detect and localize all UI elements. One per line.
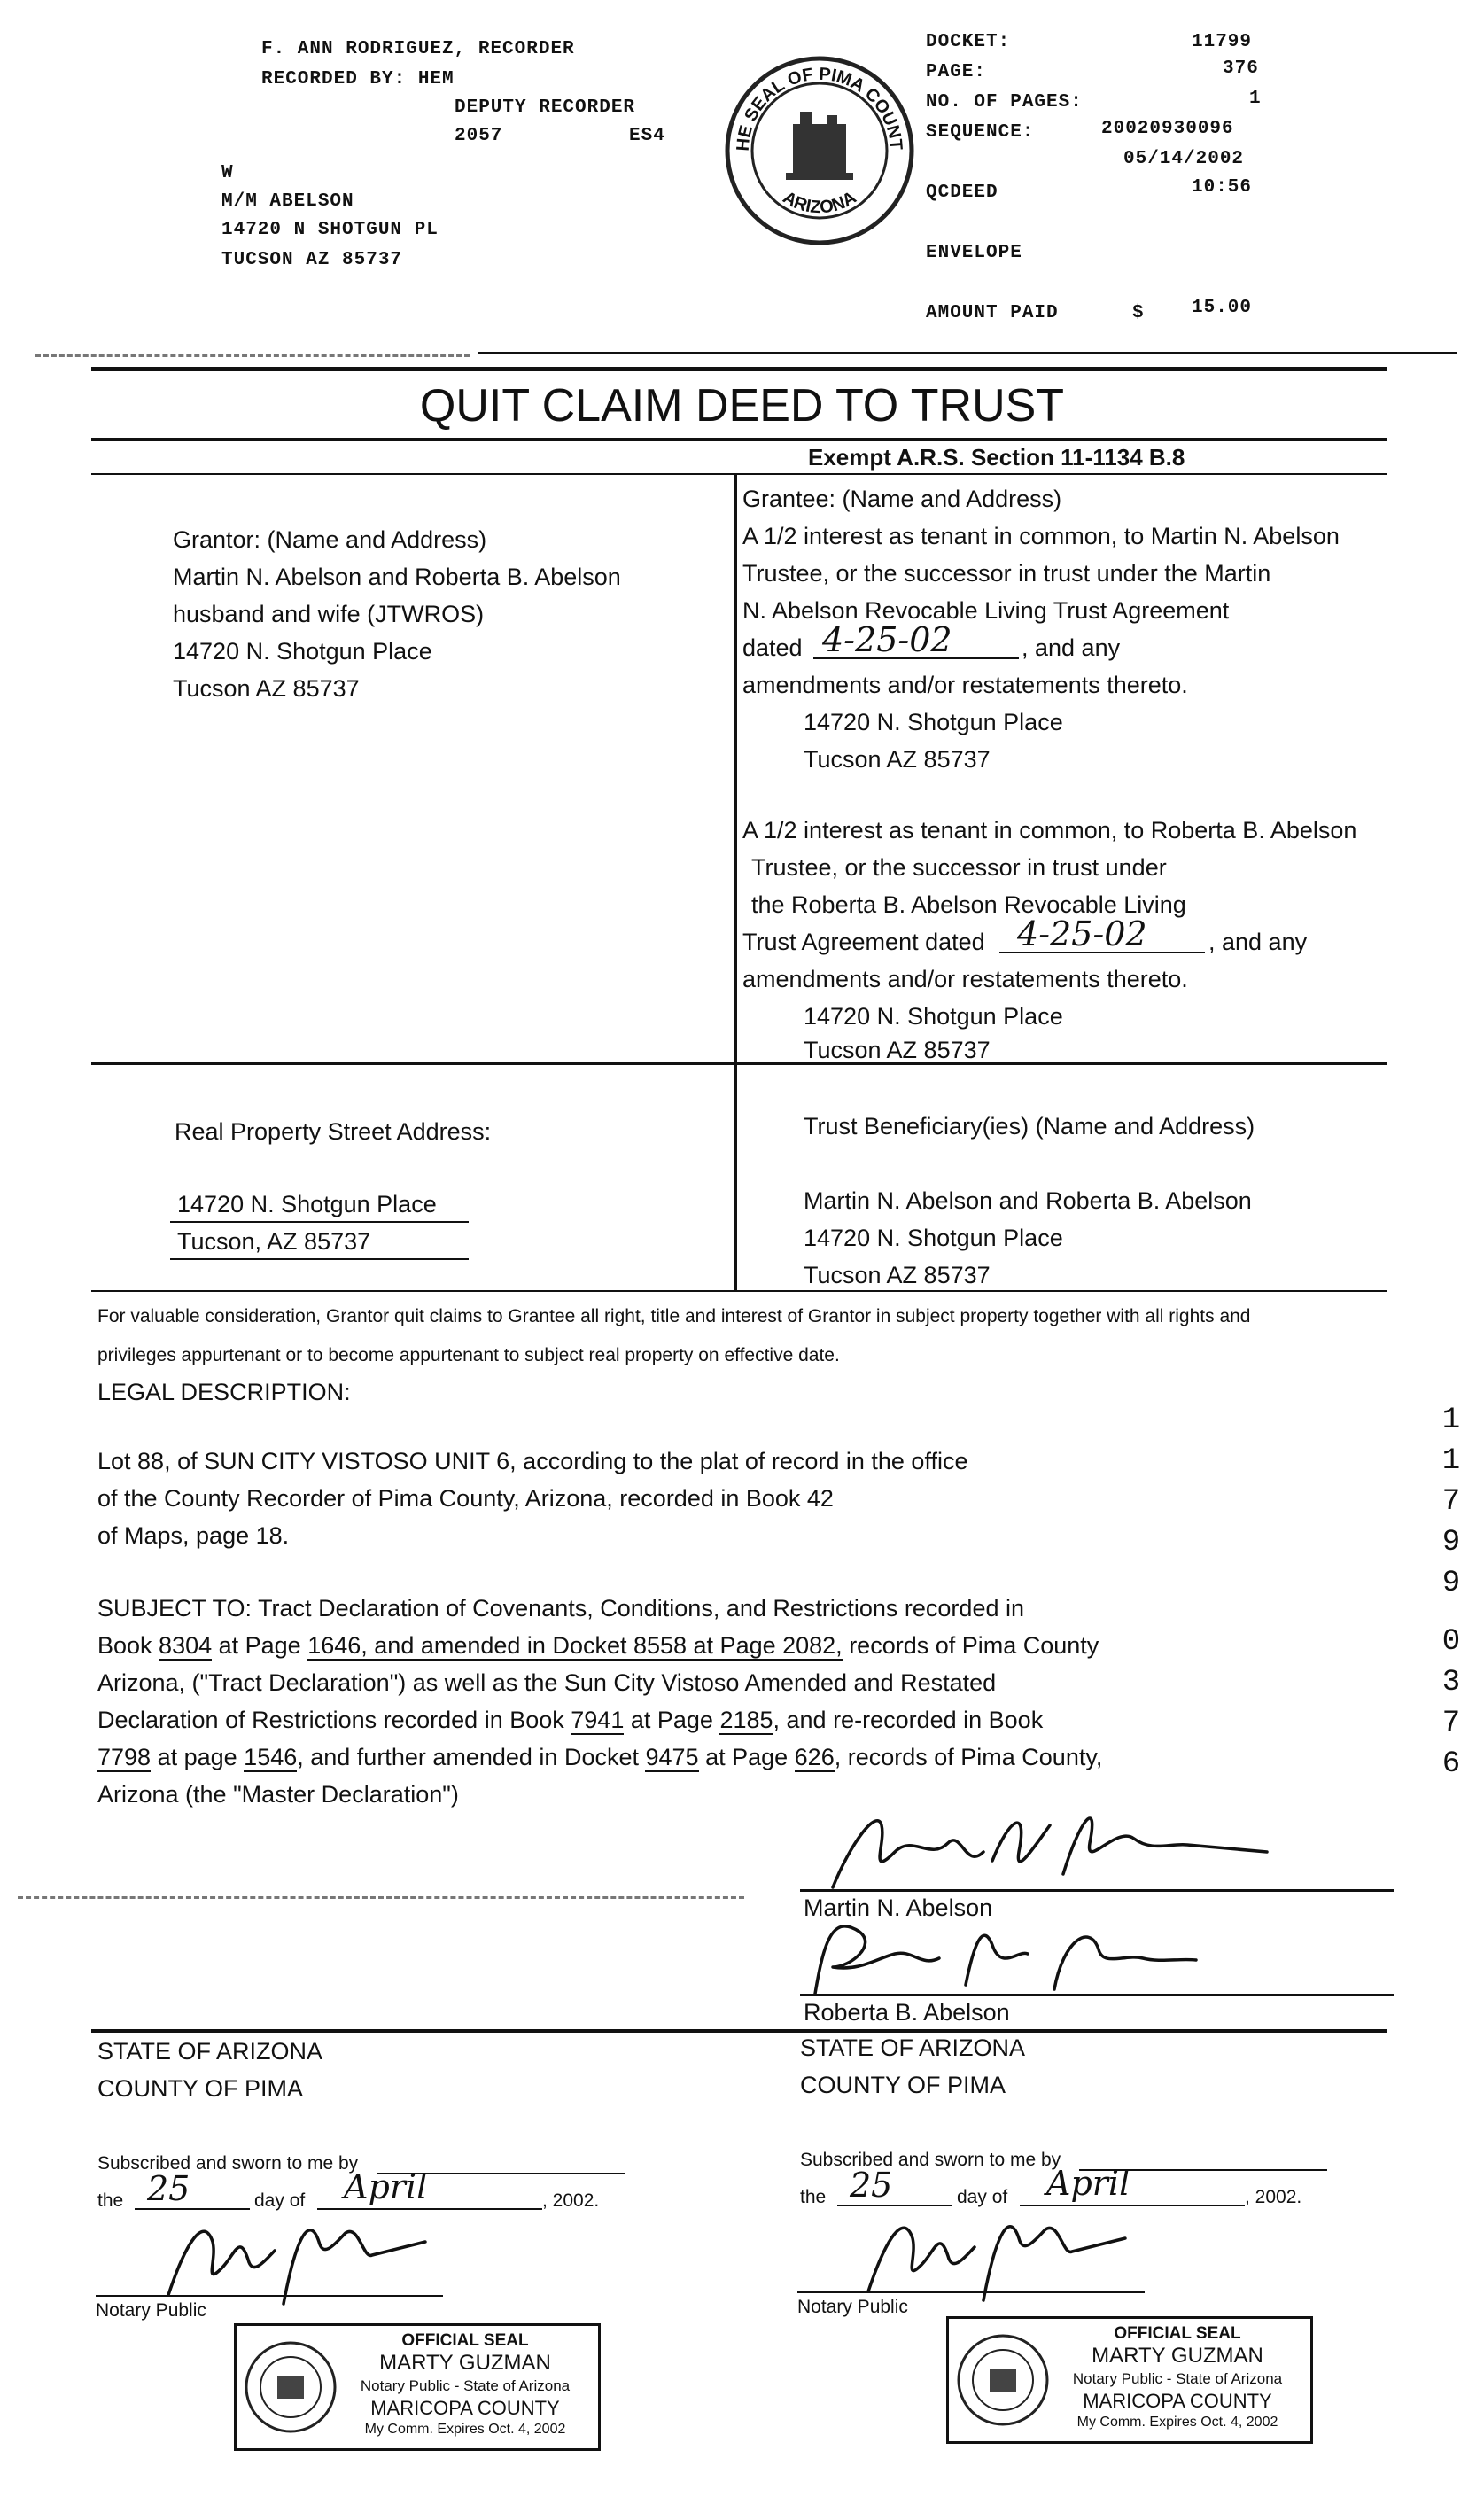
seal-text-bottom: ARIZONA [779,187,860,218]
notary-left-day-blank [135,2169,250,2210]
subject-page-1546: 1546 [244,1744,298,1770]
grantee-p1-city: Tucson AZ 85737 [804,746,991,773]
envelope-label: ENVELOPE [926,243,1022,263]
side-stamp-digit: 7 [1441,1485,1461,1519]
notary-right-county: COUNTY OF PIMA [800,2072,1006,2098]
side-stamp [1433,1400,1469,1785]
subject-book-8304: 8304 [159,1632,213,1659]
grantee-p2-after: , and any [1208,929,1308,955]
recorder-code-left: 2057 [455,126,503,146]
title-bottom-rule [91,438,1387,441]
subject-docket-9475: 9475 [645,1744,699,1770]
side-stamp-digit: 1 [1441,1404,1461,1437]
record-date: 05/14/2002 [1123,149,1245,169]
signature-roberta [797,1905,1205,2003]
type-label: QCDEED [926,183,998,203]
pages-value: 1 [1249,89,1262,109]
notary-left-month-blank [317,2167,542,2210]
grantee-p1-street: 14720 N. Shotgun Place [804,709,1063,735]
cut-line [35,354,470,357]
county-seal [722,53,917,253]
header-rule [478,352,1457,354]
beneficiary-street: 14720 N. Shotgun Place [804,1225,1063,1251]
docket-value: 11799 [1192,32,1253,52]
w-mark: W [221,163,234,183]
grantee-p1-date-blank [813,620,1019,659]
notary-left-seal-icon [242,2338,339,2436]
consideration-line2: privileges appurtenant or to become appurtenant to subject real property on effective date. [97,1345,840,1365]
subject-line6: Arizona (the "Master Declaration") [97,1781,459,1808]
property-city-underline [170,1258,469,1260]
side-stamp-digit: 9 [1441,1567,1461,1600]
notary-right-seal [946,2316,1313,2444]
beneficiary-heading: Trust Beneficiary(ies) (Name and Address) [804,1113,1255,1140]
notary-top-rule [91,2029,1387,2033]
county-seal-icon [722,53,917,248]
notary-right-sworn: Subscribed and sworn to me by [800,2150,1061,2170]
notary-right-sign-line [797,2291,1145,2293]
notary-left-day-hand: 25 [147,2169,190,2208]
grantor-heading: Grantor: (Name and Address) [173,526,487,553]
notary-right-day-hand: 25 [850,2166,893,2205]
grantee-p1-line3: N. Abelson Revocable Living Trust Agreement [742,597,1230,624]
grantor-street: 14720 N. Shotgun Place [173,638,432,665]
subject-line5 [97,1744,1102,1771]
property-heading: Real Property Street Address: [175,1118,492,1145]
property-street: 14720 N. Shotgun Place [177,1191,437,1217]
signature-martin [797,1790,1294,1905]
table-bottom-rule [91,1290,1387,1292]
property-street-underline [170,1221,469,1223]
amount-value: 15.00 [1192,298,1253,318]
deputy-recorder: DEPUTY RECORDER [455,97,636,118]
subject-book-7941: 7941 [571,1707,625,1733]
table-top-rule [91,473,1387,475]
subject-book-7798: 7798 [97,1744,152,1770]
seal-text-top: HE SEAL OF PIMA COUNT [733,64,906,152]
side-stamp-digit: 3 [1441,1666,1461,1700]
return-name: M/M ABELSON [221,191,354,212]
notary-right-seal-exp: My Comm. Expires Oct. 4, 2002 [1076,2415,1278,2430]
amount-label: AMOUNT PAID [926,303,1059,323]
side-stamp-digit: 0 [1441,1625,1461,1659]
sequence-label: SEQUENCE: [926,122,1035,143]
signer1-name: Martin N. Abelson [804,1894,993,1921]
side-stamp-digit: 1 [1441,1444,1461,1478]
notary-right-label: Notary Public [797,2297,908,2317]
legal-line2: of the County Recorder of Pima County, Arizona, recorded in Book 42 [97,1485,834,1512]
notary-left-seal-exp: My Comm. Expires Oct. 4, 2002 [364,2422,566,2437]
subject-line5-c: at Page [698,1744,795,1770]
notary-left-seal-name: MARTY GUZMAN [379,2351,551,2375]
signature-line-2 [800,1994,1394,1996]
subject-line4 [97,1707,1043,1734]
notary-right-seal-icon [954,2331,1052,2429]
grantee-p1-dated: dated [742,634,803,661]
grantee-p2-date-blank [999,914,1205,953]
subject-line5-b: , and further amended in Docket [297,1744,646,1770]
grantee-p1-line5: amendments and/or restatements thereto. [742,672,1188,698]
subject-line5-a: at page [151,1744,245,1770]
grantor-relation: husband and wife (JTWROS) [173,601,485,627]
beneficiary-city: Tucson AZ 85737 [804,1262,991,1288]
subject-line1: SUBJECT TO: Tract Declaration of Covenants, Conditions, and Restrictions recorded in [97,1595,1024,1622]
notary-left-county: COUNTY OF PIMA [97,2075,304,2102]
notary-right-seal-line1: Notary Public - State of Arizona [1072,2370,1283,2387]
side-stamp-digit: 6 [1441,1747,1461,1781]
docket-label: DOCKET: [926,32,1011,52]
grantee-p2-line4: Trust Agreement dated [742,929,985,955]
notary-left-label: Notary Public [96,2300,206,2321]
notary-left-seal-line1: Notary Public - State of Arizona [360,2377,571,2394]
subject-page-626: 626 [794,1744,835,1770]
grantee-heading: Grantee: (Name and Address) [742,486,1062,512]
notary-left-state: STATE OF ARIZONA [97,2038,323,2065]
side-stamp-digit: 9 [1441,1526,1461,1560]
notary-right-seal-title: OFFICIAL SEAL [1114,2324,1241,2343]
legal-line1: Lot 88, of SUN CITY VISTOSO UNIT 6, according to the plat of record in the office [97,1448,968,1474]
notary-right-month-hand: April [1046,2164,1130,2203]
amount-currency: $ [1132,303,1145,323]
pages-label: NO. OF PAGES: [926,92,1083,113]
notary-right-month-blank [1020,2164,1245,2206]
notary-left-sworn: Subscribed and sworn to me by [97,2153,359,2174]
subject-page-2185: 2185 [719,1707,773,1733]
subject-line3: Arizona, ("Tract Declaration") as well as the Sun City Vistoso Amended and Restated [97,1669,997,1696]
subject-line2 [97,1632,1099,1660]
beneficiary-names: Martin N. Abelson and Roberta B. Abelson [804,1187,1252,1214]
notary-left-seal-title: OFFICIAL SEAL [401,2331,529,2350]
subject-line4-a: Declaration of Restrictions recorded in Book [97,1707,571,1733]
recorded-by: RECORDED BY: HEM [261,69,455,89]
notary-right-state: STATE OF ARIZONA [800,2034,1026,2061]
record-time: 10:56 [1192,177,1253,198]
exempt-line: Exempt A.R.S. Section 11-1134 B.8 [808,444,1185,471]
subject-line2-a: Book [97,1632,159,1659]
page-value: 376 [1223,58,1259,79]
consideration-line1: For valuable consideration, Grantor quit claims to Grantee all right, title and interest of Grantor in subject property together with all rights and [97,1306,1251,1326]
return-city: TUCSON AZ 85737 [221,250,403,270]
side-stamp-digit: 7 [1441,1707,1461,1740]
notary-left-seal-county: MARICOPA COUNTY [370,2397,560,2419]
notary-left-dayof: day of [254,2190,306,2211]
table-middle-rule [91,1062,1387,1065]
page-label: PAGE: [926,62,987,82]
page-title: QUIT CLAIM DEED TO TRUST [419,380,1065,432]
column-divider [734,475,737,1290]
signature-line-1 [800,1889,1394,1892]
notary-left-year: , 2002. [542,2190,600,2211]
notary-right-year: , 2002. [1245,2187,1302,2207]
subject-line4-c: , and re-recorded in Book [773,1707,1044,1733]
fold-line [18,1896,744,1899]
notary-right-seal-name: MARTY GUZMAN [1092,2344,1263,2368]
grantee-p2-line1: A 1/2 interest as tenant in common, to Roberta B. Abelson [742,817,1357,844]
notary-left-the: the [97,2190,124,2211]
signer2-name: Roberta B. Abelson [804,1999,1010,2026]
sequence-value: 20020930096 [1101,119,1234,139]
subject-page-1646: 1646, and amended in Docket 8558 at Page 2082, [307,1632,843,1659]
subject-line4-b: at Page [624,1707,720,1733]
grantee-p2-line3: the Roberta B. Abelson Revocable Living [751,891,1186,918]
grantee-p2-street: 14720 N. Shotgun Place [804,1003,1063,1030]
grantee-p1-line2: Trustee, or the successor in trust under the Martin [742,560,1271,587]
title-top-rule [91,367,1387,371]
notary-right-seal-county: MARICOPA COUNTY [1083,2390,1272,2412]
notary-right-the: the [800,2187,827,2207]
grantor-names: Martin N. Abelson and Roberta B. Abelson [173,564,621,590]
notary-left-seal [234,2323,601,2451]
grantee-p1-date-hand: 4-25-02 [822,620,952,659]
grantee-p2-city: Tucson AZ 85737 [804,1037,991,1063]
grantee-p1-line1: A 1/2 interest as tenant in common, to Martin N. Abelson [742,523,1340,549]
return-street: 14720 N SHOTGUN PL [221,220,439,240]
legal-heading: LEGAL DESCRIPTION: [97,1379,351,1405]
property-city: Tucson, AZ 85737 [177,1228,371,1255]
grantee-p2-date-hand: 4-25-02 [1017,914,1147,953]
grantor-city: Tucson AZ 85737 [173,675,360,702]
grantee-p2-line5: amendments and/or restatements thereto. [742,966,1188,992]
subject-line2-c: records of Pima County [842,1632,1099,1659]
notary-left-sign-line [96,2295,443,2297]
recorder-name: F. ANN RODRIGUEZ, RECORDER [261,39,575,59]
grantee-p2-line2: Trustee, or the successor in trust under [751,854,1167,881]
subject-line2-b: at Page [212,1632,308,1659]
grantee-p1-after: , and any [1022,634,1121,661]
subject-line5-d: , records of Pima County, [834,1744,1103,1770]
notary-left-month-hand: April [344,2167,428,2206]
notary-right-dayof: day of [957,2187,1008,2207]
notary-right-day-blank [837,2166,952,2206]
legal-line3: of Maps, page 18. [97,1522,290,1549]
recorder-code-right: ES4 [629,126,665,146]
